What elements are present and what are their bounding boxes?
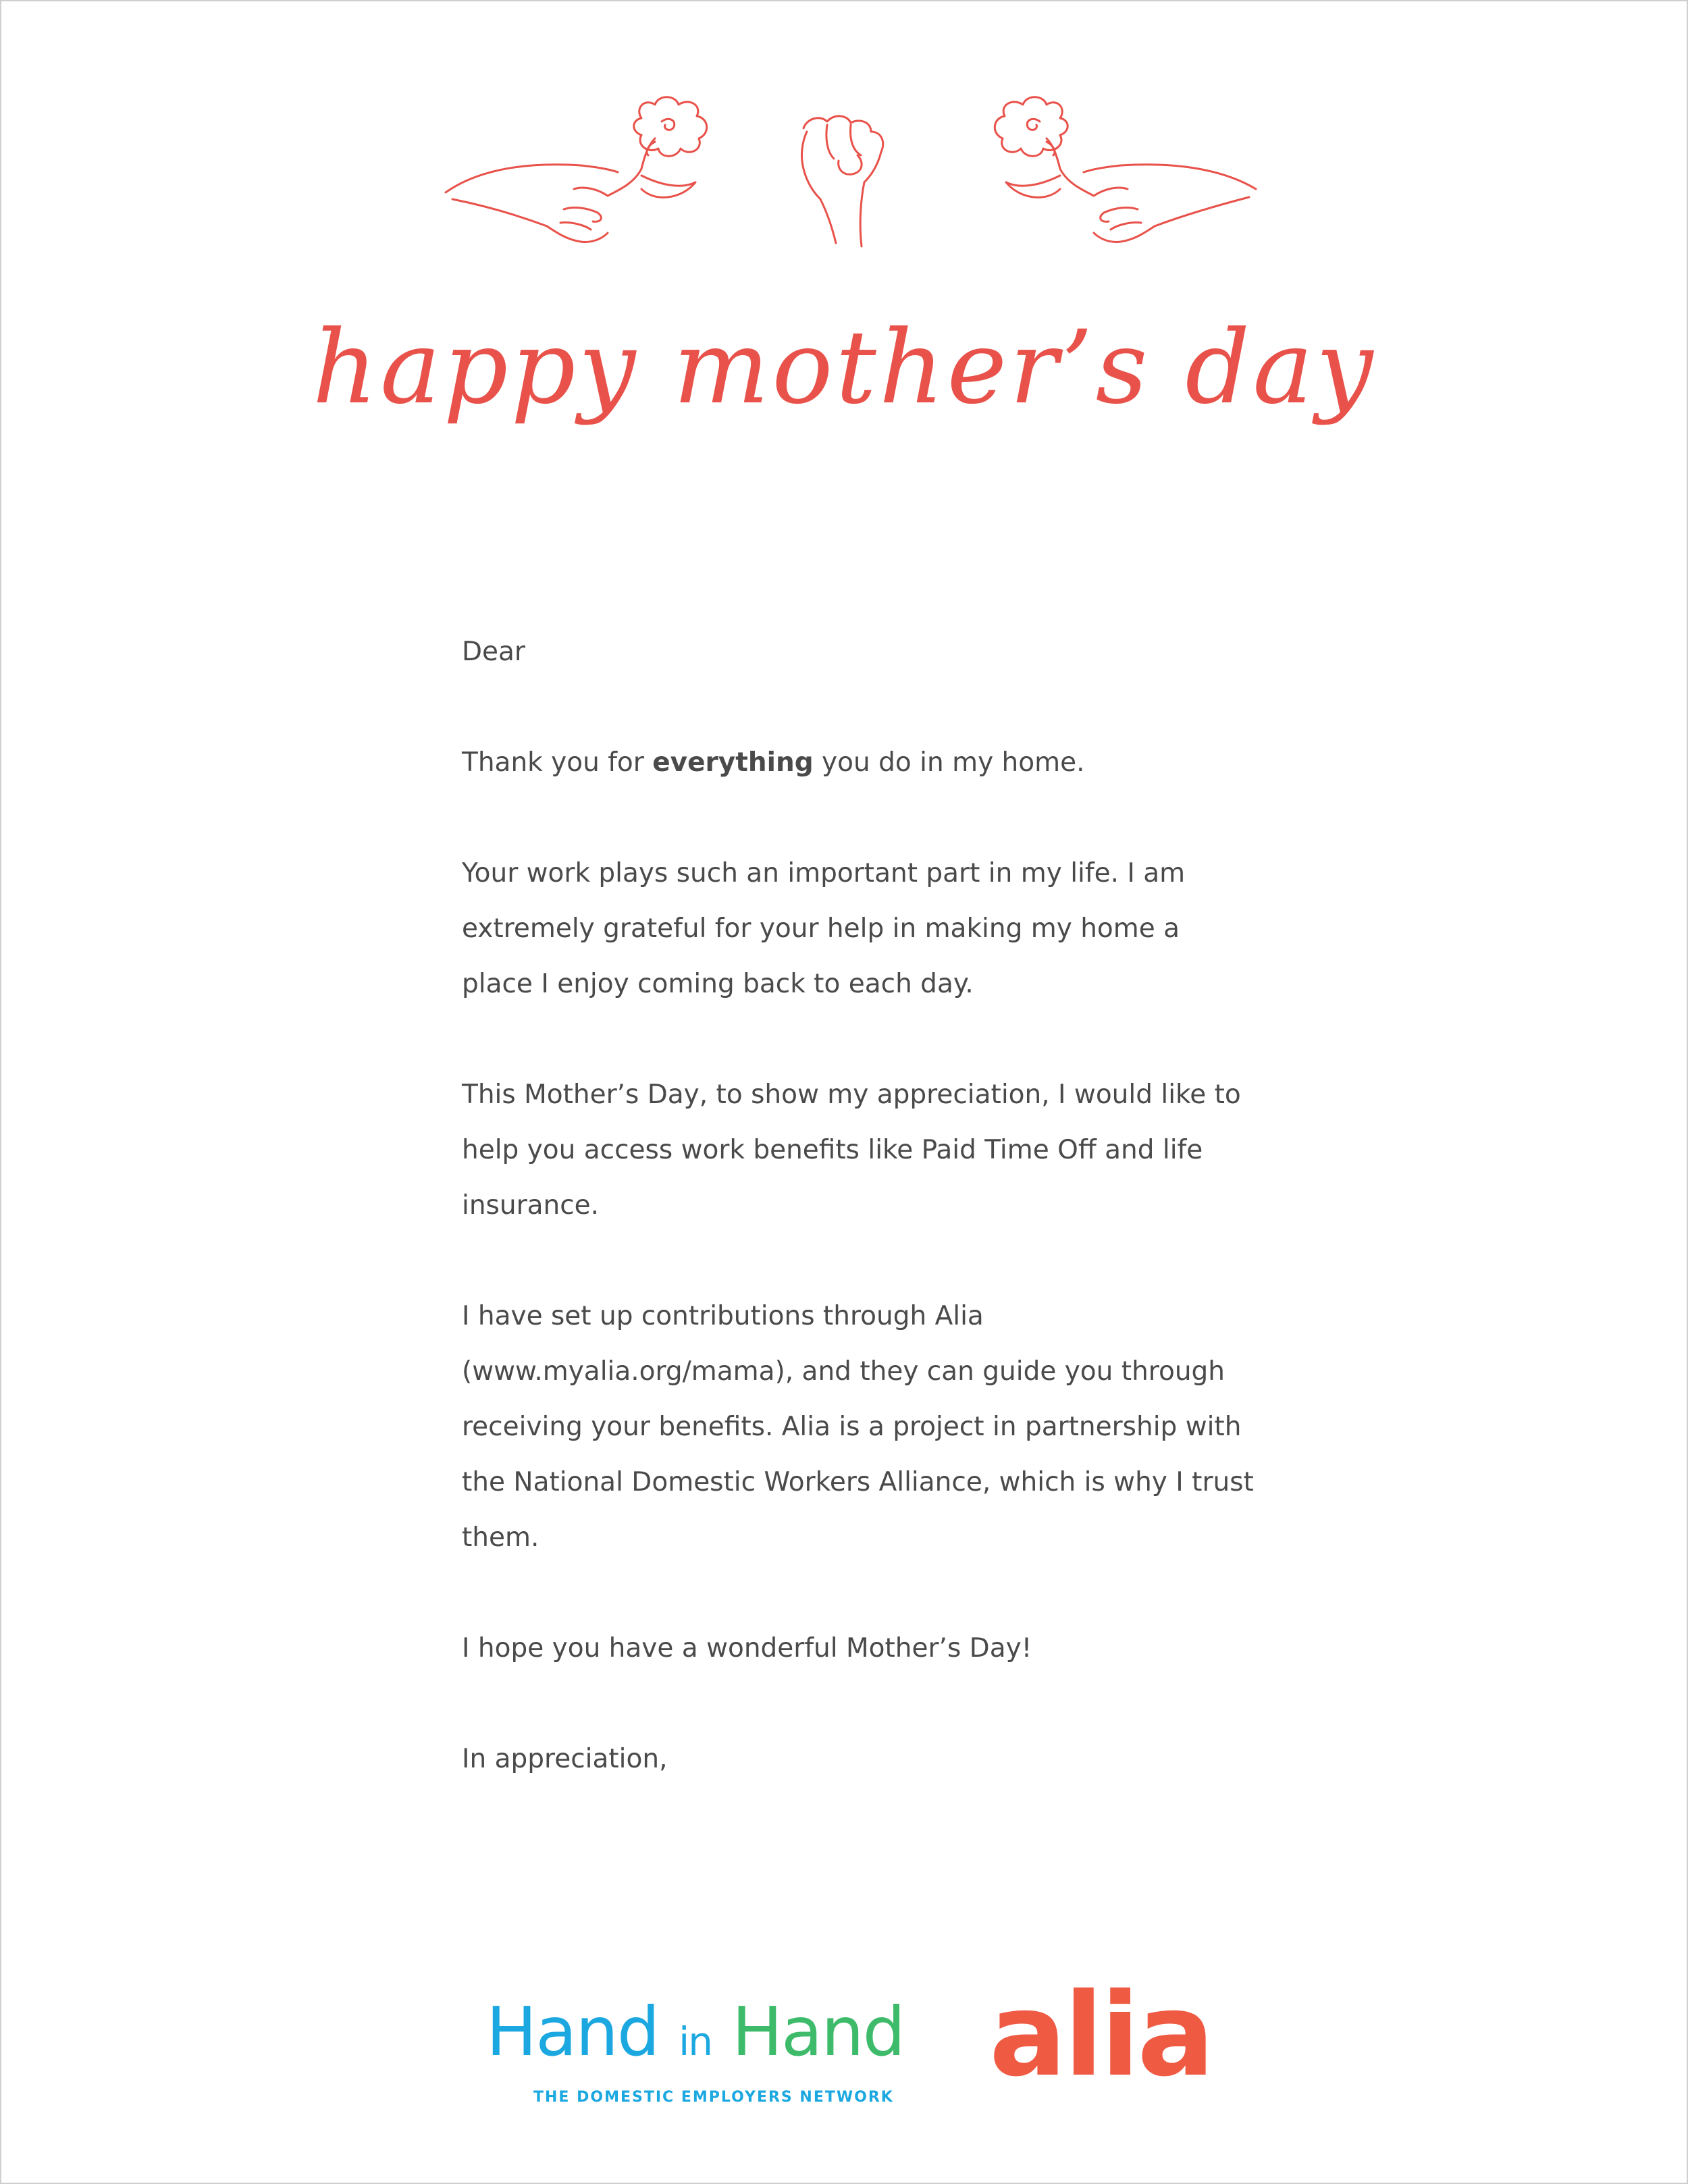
- letter-body: [462, 624, 1259, 1842]
- alia-logo: alia: [989, 1969, 1212, 2102]
- hand-in-hand-logo: [486, 1992, 918, 2113]
- hih-tagline: THE DOMESTIC EMPLOYERS NETWORK: [533, 2089, 894, 2106]
- letter-paragraph-work: Your work plays such an important part in my life. I am extremely grateful for your help in making my home a place I enjoy coming back to each day.: [462, 858, 1186, 999]
- hih-word-hand-2: Hand: [731, 1992, 905, 2071]
- letter-paragraph-alia: I have set up contributions through Alia (www.myalia.org/mama), and they can guide you through receiving your benefits. Alia is a project in partnership with the National Domestic Workers Alliance, which is why I trust them.: [462, 1301, 1254, 1553]
- emphasis-everything: everything: [652, 747, 814, 778]
- letter-closing: In appreciation,: [462, 1744, 668, 1774]
- right-hand-flower-icon: [995, 97, 1256, 242]
- letter-paragraph-wish: I hope you have a wonderful Mother’s Day!: [462, 1633, 1032, 1663]
- letter-greeting: Dear: [462, 637, 525, 667]
- letter-paragraph-thanks: Thank you for everything you do in my home.: [462, 747, 1085, 778]
- left-hand-flower-icon: [446, 97, 707, 242]
- hih-word-in: in: [679, 2019, 712, 2065]
- letter-paragraph-benefits: This Mother’s Day, to show my appreciation, I would like to help you access work benefits like Paid Time Off and life insurance.: [462, 1080, 1241, 1221]
- hih-word-hand-1: Hand: [486, 1992, 659, 2071]
- raised-fist-icon: [802, 116, 883, 246]
- hands-and-flowers-illustration: [439, 88, 1263, 317]
- page-title: happy mother’s day: [312, 309, 1376, 427]
